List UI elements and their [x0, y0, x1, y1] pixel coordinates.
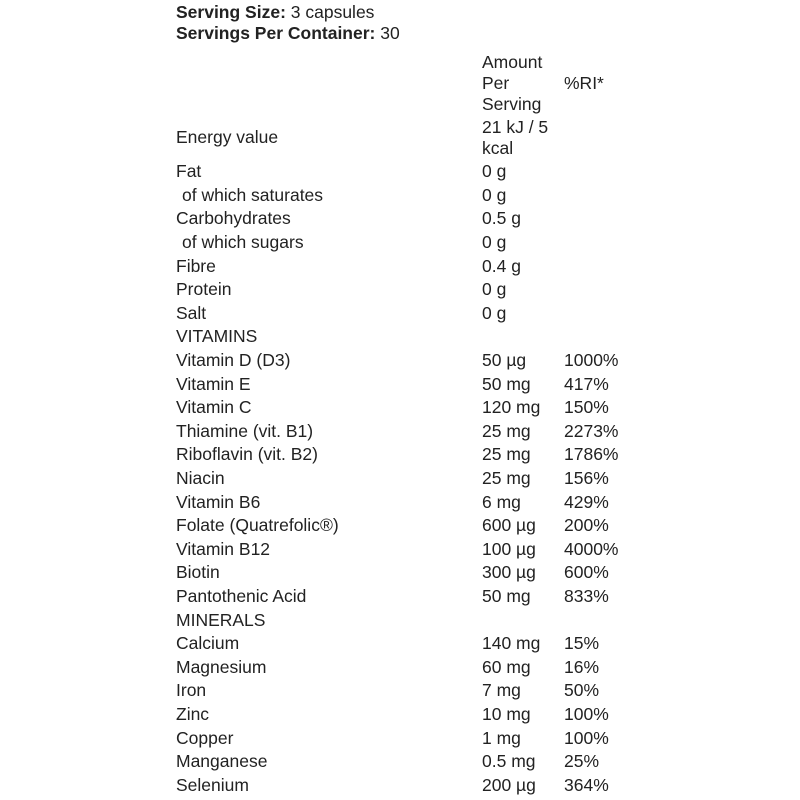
nutrient-name: Vitamin D (D3)	[176, 350, 291, 371]
nutrient-ri	[564, 231, 644, 255]
header-ri-cell: %RI*	[564, 73, 604, 93]
table-row	[176, 585, 644, 609]
nutrient-ri	[564, 608, 644, 632]
nutrient-amount: 0 g	[482, 232, 507, 253]
nutrient-name: Niacin	[176, 468, 225, 489]
table-row	[176, 349, 644, 373]
nutrient-ri: 100%	[564, 727, 609, 748]
serving-size-value: 3 capsules	[285, 2, 375, 22]
nutrient-amount	[482, 608, 564, 632]
table-row	[176, 490, 644, 514]
nutrient-name: MINERALS	[176, 609, 266, 630]
nutrient-amount: 100 µg	[482, 538, 536, 559]
table-row	[176, 608, 644, 632]
nutrient-name: VITAMINS	[176, 326, 258, 347]
table-row	[176, 231, 644, 255]
table-row	[176, 679, 644, 703]
table-row	[176, 278, 644, 302]
nutrient-name: Magnesium	[176, 656, 267, 677]
table-row	[176, 514, 644, 538]
nutrient-amount: 25 mg	[482, 420, 531, 441]
nutrient-name: Vitamin B6	[176, 491, 261, 512]
nutrient-name: Fibre	[176, 255, 216, 276]
nutrient-amount: 0 g	[482, 161, 507, 182]
nutrient-amount: 50 mg	[482, 373, 531, 394]
nutrient-ri: 364%	[564, 774, 609, 795]
energy-ri	[564, 115, 644, 160]
nutrient-amount: 60 mg	[482, 656, 531, 677]
nutrition-table	[176, 52, 644, 797]
servings-per-container-label: Servings Per Container:	[176, 23, 376, 43]
nutrient-ri	[564, 325, 644, 349]
nutrient-amount: 0.5 mg	[482, 751, 536, 772]
nutrient-name: Manganese	[176, 751, 268, 772]
table-row	[176, 703, 644, 727]
header-name-cell	[176, 52, 482, 115]
nutrient-ri: 15%	[564, 633, 600, 654]
nutrient-ri: 833%	[564, 585, 609, 606]
nutrient-name: Vitamin E	[176, 373, 251, 394]
table-row	[176, 655, 644, 679]
nutrient-ri	[564, 302, 644, 326]
nutrient-ri: 50%	[564, 680, 600, 701]
nutrient-name: Iron	[176, 680, 207, 701]
nutrient-ri	[564, 160, 644, 184]
nutrient-name: of which saturates	[182, 184, 324, 205]
table-header-row	[176, 52, 644, 115]
table-row	[176, 160, 644, 184]
nutrient-name: Fat	[176, 161, 202, 182]
nutrient-amount: 0 g	[482, 302, 507, 323]
nutrient-name: Calcium	[176, 633, 240, 654]
table-row	[176, 254, 644, 278]
nutrient-ri	[564, 207, 644, 231]
table-row	[176, 538, 644, 562]
energy-row	[176, 115, 644, 160]
nutrient-ri: 2273%	[564, 420, 619, 441]
nutrient-amount: 120 mg	[482, 397, 541, 418]
nutrient-ri: 1000%	[564, 350, 619, 371]
nutrient-amount: 25 mg	[482, 468, 531, 489]
table-row	[176, 467, 644, 491]
table-row	[176, 396, 644, 420]
servings-per-container-line	[176, 23, 646, 44]
nutrient-ri: 1786%	[564, 444, 619, 465]
nutrient-amount: 600 µg	[482, 515, 536, 536]
nutrient-amount	[482, 325, 564, 349]
nutrient-name: Folate (Quatrefolic®)	[176, 515, 339, 536]
table-row	[176, 325, 644, 349]
nutrient-name: Biotin	[176, 562, 220, 583]
table-row	[176, 302, 644, 326]
nutrient-amount: 0.4 g	[482, 255, 521, 276]
nutrient-ri: 16%	[564, 656, 600, 677]
energy-name: Energy value	[176, 127, 279, 147]
servings-per-container-value: 30	[375, 23, 400, 43]
nutrient-ri: 4000%	[564, 538, 619, 559]
table-row	[176, 632, 644, 656]
nutrient-ri: 100%	[564, 703, 609, 724]
nutrient-amount: 0 g	[482, 184, 507, 205]
nutrient-amount: 300 µg	[482, 562, 536, 583]
nutrient-name: Carbohydrates	[176, 208, 291, 229]
nutrient-name: Vitamin C	[176, 397, 252, 418]
nutrient-ri	[564, 254, 644, 278]
nutrient-amount: 0 g	[482, 279, 507, 300]
nutrient-name: of which sugars	[182, 232, 304, 253]
nutrient-amount: 10 mg	[482, 703, 531, 724]
nutrient-amount: 50 mg	[482, 585, 531, 606]
nutrient-ri: 156%	[564, 468, 609, 489]
table-row	[176, 184, 644, 208]
energy-amount-line2: kcal	[482, 138, 514, 158]
nutrient-name: Pantothenic Acid	[176, 585, 307, 606]
header-amount-line2: Per	[482, 73, 510, 93]
table-row	[176, 561, 644, 585]
serving-size-line	[176, 2, 646, 23]
energy-amount-line1: 21 kJ / 5	[482, 117, 549, 137]
nutrient-amount: 0.5 g	[482, 208, 521, 229]
nutrient-name: Vitamin B12	[176, 538, 271, 559]
nutrient-amount: 140 mg	[482, 633, 541, 654]
table-row	[176, 443, 644, 467]
nutrient-amount: 7 mg	[482, 680, 521, 701]
table-row	[176, 750, 644, 774]
table-row	[176, 773, 644, 797]
table-row	[176, 207, 644, 231]
nutrient-ri: 150%	[564, 397, 609, 418]
nutrient-ri: 600%	[564, 562, 609, 583]
nutrient-name: Selenium	[176, 774, 249, 795]
nutrient-amount: 50 µg	[482, 350, 527, 371]
nutrient-ri: 417%	[564, 373, 609, 394]
header-amount-cell	[482, 52, 564, 115]
nutrient-amount: 25 mg	[482, 444, 531, 465]
nutrient-ri: 25%	[564, 751, 600, 772]
nutrient-name: Protein	[176, 279, 232, 300]
nutrient-name: Copper	[176, 727, 234, 748]
nutrient-name: Salt	[176, 302, 207, 323]
nutrient-amount: 1 mg	[482, 727, 521, 748]
table-row	[176, 726, 644, 750]
nutrient-amount: 6 mg	[482, 491, 521, 512]
serving-size-label: Serving Size:	[176, 2, 286, 22]
nutrient-ri: 200%	[564, 515, 609, 536]
nutrient-ri	[564, 278, 644, 302]
nutrient-ri: 429%	[564, 491, 609, 512]
nutrient-name: Riboflavin (vit. B2)	[176, 444, 318, 465]
nutrient-ri	[564, 184, 644, 208]
nutrition-facts	[176, 2, 646, 797]
nutrient-name: Thiamine (vit. B1)	[176, 420, 314, 441]
header-amount-line3: Serving	[482, 94, 542, 114]
table-row	[176, 372, 644, 396]
header-amount-line1: Amount	[482, 52, 543, 72]
table-row	[176, 420, 644, 444]
nutrient-name: Zinc	[176, 703, 210, 724]
nutrient-amount: 200 µg	[482, 774, 536, 795]
energy-amount	[482, 115, 564, 160]
